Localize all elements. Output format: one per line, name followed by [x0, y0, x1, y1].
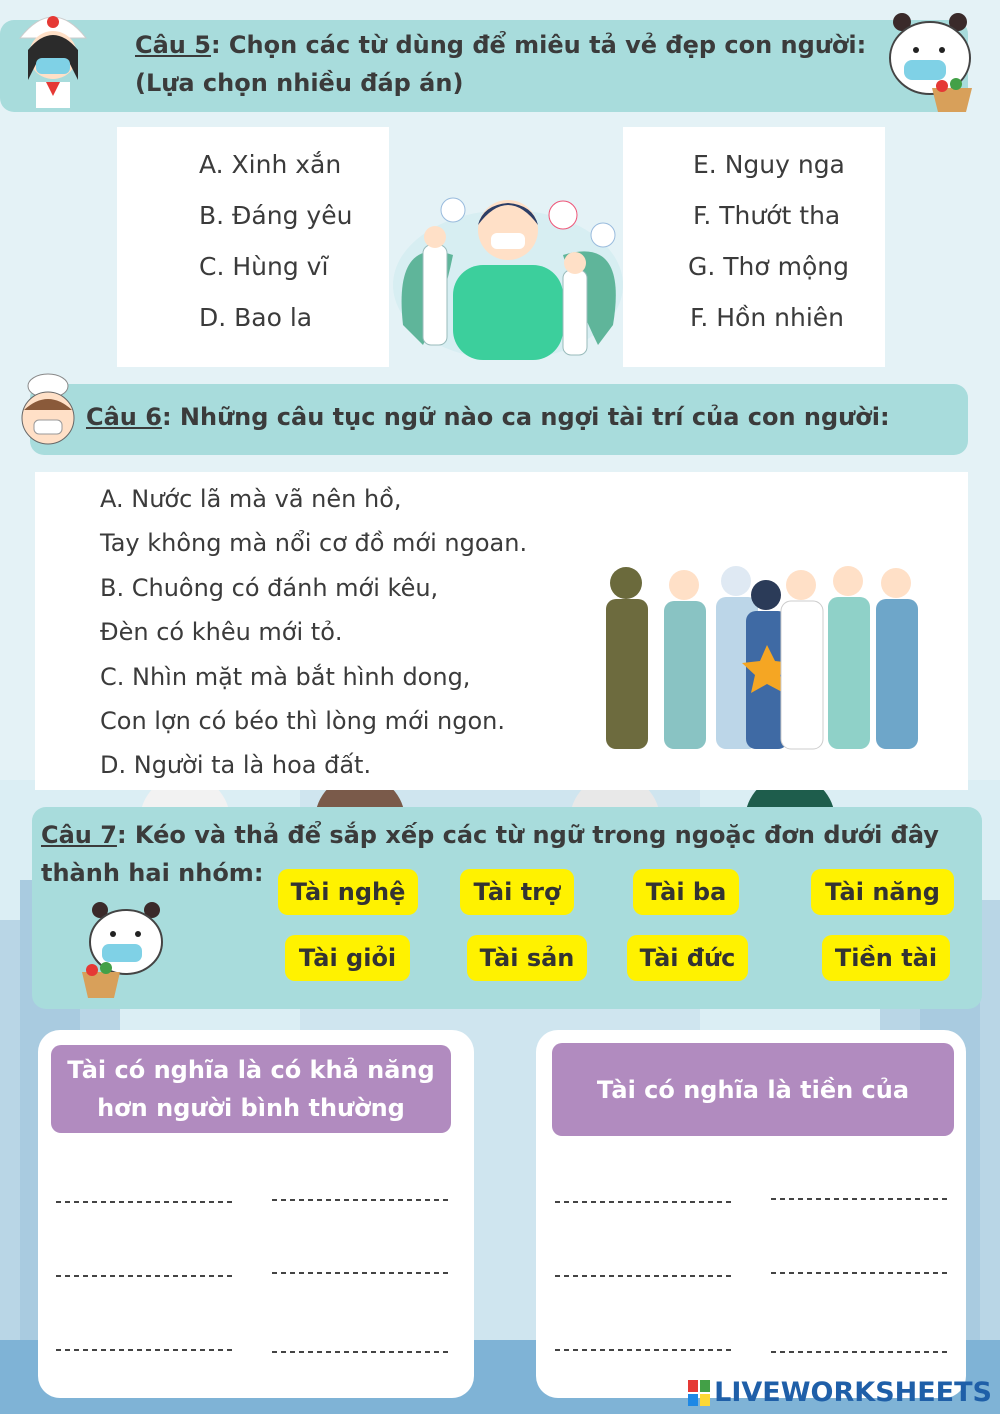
liveworksheets-logo-icon — [688, 1380, 712, 1406]
q6-line-c2: Con lợn có béo thì lòng mới ngon. — [100, 707, 505, 736]
q5-option-a[interactable]: A. Xinh xắn — [199, 150, 342, 179]
q6-line-d[interactable]: D. Người ta là hoa đất. — [100, 751, 372, 780]
group-right-title: Tài có nghĩa là tiền của — [596, 1075, 910, 1104]
chip-tai-duc[interactable]: Tài đức — [627, 935, 748, 981]
q6-line-b1[interactable]: B. Chuông có đánh mới kêu, — [100, 573, 439, 602]
q6-line-b2: Đèn có khêu mới tỏ. — [100, 618, 343, 647]
medical-staff-illustration — [383, 175, 633, 360]
q5-note: (Lựa chọn nhiều đáp án) — [135, 69, 464, 97]
chef-icon — [12, 370, 84, 450]
drop-slot-left-3[interactable] — [56, 1275, 234, 1277]
q5-option-f[interactable]: F. Thướt tha — [693, 201, 841, 230]
liveworksheets-logo[interactable] — [688, 1377, 992, 1408]
q6-line-a2: Tay không mà nổi cơ đồ mới ngoan. — [100, 529, 528, 558]
drop-slot-left-2[interactable] — [272, 1199, 451, 1201]
drop-slot-left-5[interactable] — [56, 1349, 234, 1351]
bear-mascot-small-icon — [80, 898, 172, 1000]
q6-number: Câu 6 — [86, 403, 162, 431]
q7-prompt-line2: thành hai nhóm: — [41, 859, 264, 887]
q5-option-c[interactable]: C. Hùng vĩ — [199, 252, 329, 281]
group-left-header — [51, 1045, 451, 1133]
q6-line-c1[interactable]: C. Nhìn mặt mà bắt hình dong, — [100, 662, 471, 691]
q5-option-d[interactable]: D. Bao la — [199, 303, 313, 332]
chip-tai-gioi[interactable]: Tài giỏi — [285, 935, 410, 981]
q5-left-options — [199, 139, 389, 343]
frontline-workers-illustration — [596, 555, 941, 750]
drop-slot-right-4[interactable] — [771, 1272, 951, 1274]
chip-tai-nang[interactable]: Tài năng — [811, 869, 954, 915]
drop-slot-left-1[interactable] — [56, 1201, 234, 1203]
q7-prompt-line1: : Kéo và thả để sắp xếp các từ ngữ trong ngoặc đơn dưới đây — [116, 821, 939, 849]
q5-prompt: : Chọn các từ dùng để miêu tả vẻ đẹp con người: — [210, 31, 867, 59]
q6-line-a1[interactable]: A. Nước lã mà vã nên hồ, — [100, 485, 402, 513]
drop-slot-left-4[interactable] — [272, 1272, 451, 1274]
student-girl-icon — [8, 0, 98, 108]
q6-title — [86, 398, 966, 436]
bear-mascot-icon — [880, 8, 980, 118]
q5-number: Câu 5 — [135, 31, 211, 59]
chip-tai-nghe[interactable]: Tài nghệ — [278, 869, 418, 915]
chip-tai-tro[interactable]: Tài trợ — [460, 869, 574, 915]
chip-tai-ba[interactable]: Tài ba — [633, 869, 739, 915]
group-right-header — [552, 1043, 954, 1136]
drop-slot-right-6[interactable] — [771, 1351, 951, 1353]
q5-title — [135, 26, 895, 102]
q6-proverbs — [100, 477, 600, 788]
drop-slot-right-1[interactable] — [555, 1201, 733, 1203]
q5-option-f2[interactable]: F. Hồn nhiên — [690, 303, 845, 332]
q7-number: Câu 7 — [41, 821, 117, 849]
q5-right-options — [688, 139, 878, 343]
drop-slot-right-2[interactable] — [771, 1198, 951, 1200]
chip-tien-tai[interactable]: Tiền tài — [822, 935, 950, 981]
group-left-title-line2: hơn người bình thường — [97, 1094, 405, 1122]
chip-tai-san[interactable]: Tài sản — [467, 935, 587, 981]
group-left-title-line1: Tài có nghĩa là có khả năng — [67, 1056, 435, 1084]
q5-option-b[interactable]: B. Đáng yêu — [199, 201, 353, 230]
q6-prompt: : Những câu tục ngữ nào ca ngợi tài trí của con người: — [161, 403, 890, 431]
drop-slot-left-6[interactable] — [272, 1351, 451, 1353]
drop-slot-right-5[interactable] — [555, 1349, 733, 1351]
q5-option-e[interactable]: E. Nguy nga — [693, 150, 845, 179]
liveworksheets-logo-text: LIVEWORKSHEETS — [714, 1377, 992, 1408]
q5-option-g[interactable]: G. Thơ mộng — [688, 252, 849, 281]
drop-slot-right-3[interactable] — [555, 1275, 733, 1277]
